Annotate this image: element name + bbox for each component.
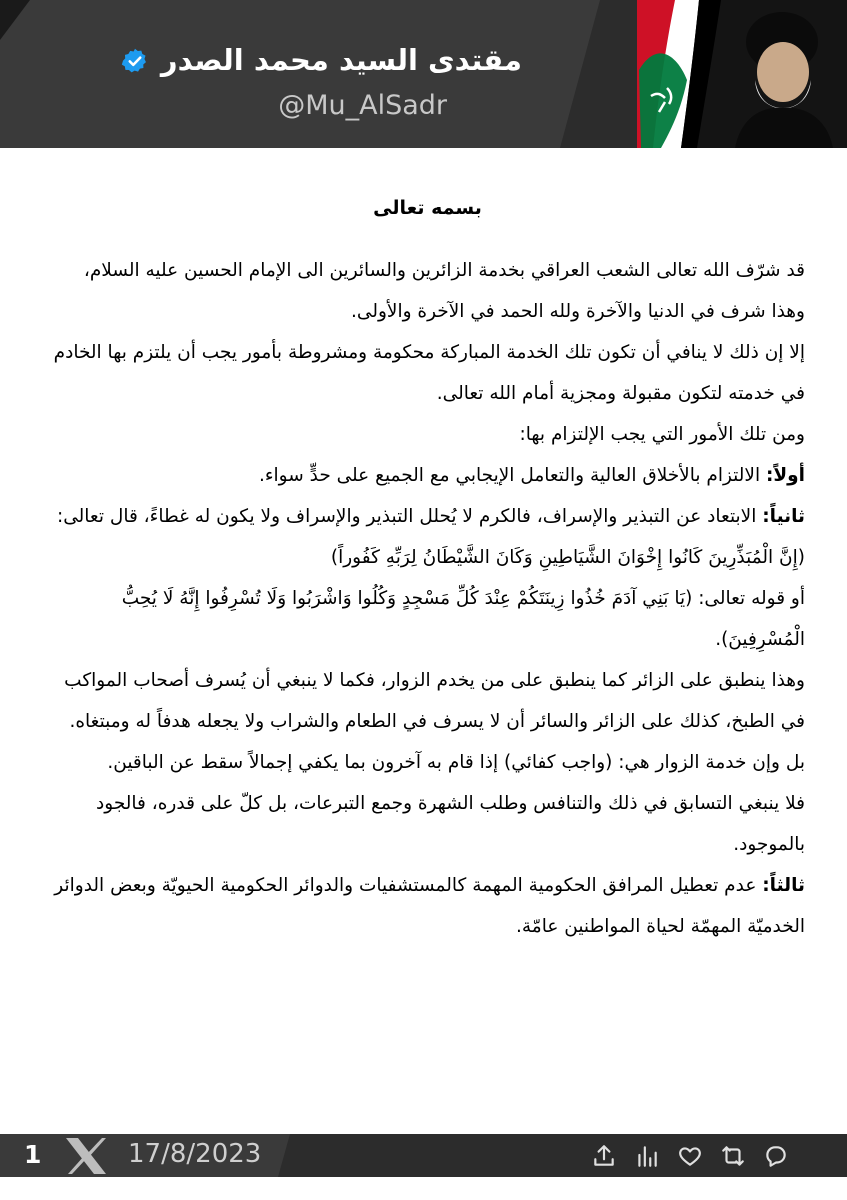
page-number: 1 [24, 1140, 42, 1169]
paragraph-quote: أو قوله تعالى: (يَا بَنِي آدَمَ خُذُوا زِينَتَكُمْ عِنْدَ كُلِّ مَسْجِدٍ وَكُلُوا وَاشْرَبُوا وَلَا تُسْرِفُوا إِنَّهُ لَا يُحِبُّ الْمُسْرِفِينَ). [121, 588, 805, 650]
profile-name-row [121, 43, 522, 77]
paragraph-first-point: أولاً: الالتزام بالأخلاق العالية والتعامل الإيجابي مع الجميع على حدٍّ سواء. [258, 465, 805, 486]
like-icon[interactable] [677, 1143, 703, 1169]
analytics-icon[interactable] [634, 1143, 660, 1169]
paragraph-7: وهذا ينطبق على الزائر كما ينطبق على من يخدم الزوار، فكما لا ينبغي أن يُسرف أصحاب المواكب في الطبخ، كذلك على الزائر والسائر أن لا يسرف في الطعام والشراب ولا يجعله هدفاً له ومبتغاه. [64, 670, 805, 732]
paragraph-second-point: ثانياً: الابتعاد عن التبذير والإسراف، فالكرم لا يُحلل التبذير والإسراف ولا يكون له غطاءً، قال تعالى:(إِنَّ الْمُبَذِّرِينَ كَانُوا إِخْوَانَ الشَّيَاطِينِ وَكَانَ الشَّيْطَانُ لِرَبِّهِ كَفُوراً) [57, 506, 805, 568]
paragraph-third-point: ثالثاً: عدم تعطيل المرافق الحكومية المهمة كالمستشفيات والدوائر الحكومية الحيويّة وبعض الدوائر الخدميّة المهمّة لحياة المواطنين عامّة. [54, 875, 805, 937]
statement-body [50, 194, 805, 947]
avatar[interactable] [637, 0, 847, 148]
verified-badge-icon [121, 47, 149, 75]
point-label: ثالثاً: [762, 875, 805, 896]
post-actions [591, 1143, 789, 1169]
profile-header [0, 0, 847, 148]
statement-heading: بسمه تعالى [373, 197, 482, 219]
footer-bar [0, 1134, 847, 1177]
paragraph-2: إلا إن ذلك لا ينافي أن تكون تلك الخدمة المباركة محكومة ومشروطة بأمور يجب أن يلتزم بها الخادم في خدمته لتكون مقبولة ومجزية أمام الله تعالى. [53, 342, 805, 404]
share-icon[interactable] [591, 1143, 617, 1169]
paragraph-9: فلا ينبغي التسابق في ذلك والتنافس وطلب الشهرة وجمع التبرعات، بل كلّ على قدره، فالجود بالموجود. [96, 793, 805, 855]
profile-handle[interactable]: @Mu_AlSadr [278, 90, 447, 121]
point-label: أولاً: [765, 465, 805, 486]
reply-icon[interactable] [763, 1143, 789, 1169]
profile-name[interactable]: مقتدى السيد محمد الصدر [160, 43, 522, 77]
paragraph-1: قد شرّف الله تعالى الشعب العراقي بخدمة الزائرين والسائرين الى الإمام الحسين عليه السلام، وهذا شرف في الدنيا والآخرة ولله الحمد في الآخرة والأولى. [83, 260, 805, 322]
paragraph-3: ومن تلك الأمور التي يجب الإلتزام بها: [519, 424, 805, 445]
repost-icon[interactable] [720, 1143, 746, 1169]
paragraph-8: بل وإن خدمة الزوار هي: (واجب كفائي) إذا قام به آخرون بما يكفي إجمالاً سقط عن الباقين. [107, 752, 805, 773]
post-date: 17/8/2023 [128, 1139, 262, 1169]
point-label: ثانياً: [762, 506, 805, 527]
x-logo-icon [62, 1136, 110, 1176]
